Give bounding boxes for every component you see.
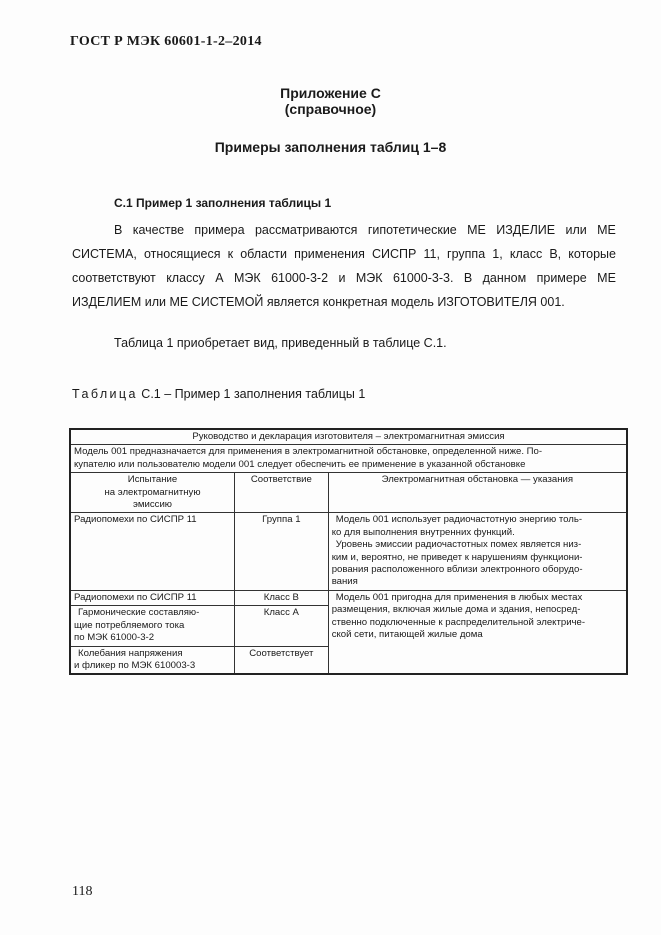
test-line: по МЭК 61000-3-2 — [74, 632, 155, 644]
paragraph-word: применения — [294, 247, 365, 261]
test-line: Колебания напряжения — [78, 647, 183, 659]
guidance-line: Уровень эмиссии радиочастотных помех является низ- — [335, 539, 582, 551]
row3-compliance: Класс А — [235, 606, 329, 646]
row1-test: Радиопомехи по СИСПР 11 — [70, 513, 235, 590]
test-line: Гармонические составляю- — [78, 607, 200, 619]
paragraph-word: МЕ — [467, 223, 486, 237]
guidance-line: Модель 001 использует радиочастотную энергию толь- — [335, 514, 583, 526]
column-header-guidance: Электромагнитная обстановка — указания — [328, 473, 627, 513]
row1-compliance: Группа 1 — [235, 513, 329, 590]
paragraph-word: СИСТЕМА, — [72, 247, 137, 261]
paragraph-line — [72, 242, 616, 266]
paragraph-word: области — [240, 247, 287, 261]
row4-compliance: Соответствует — [235, 646, 329, 674]
appendix-title: Приложение С — [280, 85, 381, 101]
guidance-line: ской сети, питающей жилые дома — [331, 629, 483, 641]
paragraph-word: СИСПР — [371, 247, 417, 261]
paragraph-word: примера — [194, 223, 245, 237]
paragraph-word: МЕ — [597, 223, 616, 237]
paragraph-word: данном — [482, 271, 527, 285]
guidance-line: Модель 001 пригодна для применения в любых местах — [335, 591, 583, 603]
appendix-subtitle: (справочное) — [284, 101, 377, 117]
paragraph-word: или — [565, 223, 587, 237]
table-title: Руководство и декларация изготовителя – электромагнитная эмиссия — [70, 429, 627, 445]
row1-guidance — [328, 513, 627, 590]
row3-test — [70, 606, 235, 646]
column-header-line: Испытание — [127, 474, 178, 486]
table-intro-line: Модель 001 предназначается для применения в электромагнитной обстановке, определенной ниже. По- — [74, 446, 543, 458]
guidance-line: ственно подключенные к распределительной электриче- — [331, 616, 586, 628]
paragraph-word: класс — [509, 247, 543, 261]
paragraph-word: группа — [447, 247, 486, 261]
paragraph-word: В, — [549, 247, 562, 261]
column-header-test — [70, 473, 235, 513]
paragraph-word: качестве — [132, 223, 185, 237]
table-caption — [72, 387, 365, 401]
guidance-line: рования расположенного вблизи электронного оборудо- — [331, 564, 583, 576]
paragraph-line — [72, 290, 616, 314]
table-intro-line: купателю или пользователю модели 001 следует обеспечить ее применение в указанной обстановке — [74, 458, 526, 470]
row2-guidance — [328, 590, 627, 674]
paragraph-word: которые — [568, 247, 616, 261]
paragraph-word: В — [114, 223, 123, 237]
table-row — [70, 590, 627, 605]
emission-table — [69, 428, 628, 675]
paragraph-word: 1, — [492, 247, 503, 261]
paragraph-word: ИЗДЕЛИЕМ или МЕ СИСТЕМОЙ является конкретная модель ИЗГОТОВИТЕЛЯ 001. — [72, 295, 565, 309]
section-paragraph-2: Таблица 1 приобретает вид, приведенный в таблице С.1. — [114, 336, 447, 350]
guidance-line: ко для выполнения внутренних функций. — [331, 526, 515, 538]
paragraph-word: МЕ — [597, 271, 616, 285]
page-number: 118 — [72, 884, 93, 899]
guidance-line: размещения, включая жилые дома и здания, непосред- — [331, 604, 581, 616]
paragraph-word: соответствуют — [72, 271, 156, 285]
paragraph-word: классу — [166, 271, 205, 285]
paragraph-word: к — [227, 247, 234, 261]
section-paragraph — [72, 218, 616, 314]
paragraph-word: В — [463, 271, 473, 285]
test-line: и фликер по МЭК 610003-3 — [74, 659, 196, 671]
paragraph-word: и — [338, 271, 346, 285]
paragraph-word: 11, — [423, 247, 440, 261]
table-caption-label: Таблица — [72, 387, 138, 401]
test-line: щие потребляемого тока — [74, 619, 185, 631]
paragraph-word: МЭК — [355, 271, 383, 285]
paragraph-word: 61000-3-3. — [392, 271, 454, 285]
guidance-line: ким и, вероятно, не приведет к нарушениям функциони- — [331, 551, 583, 563]
paragraph-line — [72, 218, 616, 242]
paragraph-word: ИЗДЕЛИЕ — [496, 223, 556, 237]
section-title: С.1 Пример 1 заполнения таблицы 1 — [114, 196, 332, 210]
guidance-line: вания — [331, 576, 358, 588]
appendix-heading: Примеры заполнения таблиц 1–8 — [214, 139, 447, 155]
document-header: ГОСТ Р МЭК 60601-1-2–2014 — [70, 34, 262, 49]
row4-test — [70, 646, 235, 674]
table-row — [70, 513, 627, 590]
row2-compliance: Класс В — [235, 590, 329, 605]
paragraph-word: гипотетические — [367, 223, 457, 237]
paragraph-line — [72, 266, 616, 290]
row2-test: Радиопомехи по СИСПР 11 — [70, 590, 235, 605]
table-caption-text: С.1 – Пример 1 заполнения таблицы 1 — [137, 387, 366, 401]
paragraph-word: МЭК — [233, 271, 261, 285]
paragraph-word: 61000-3-2 — [271, 271, 329, 285]
paragraph-word: относящиеся — [143, 247, 221, 261]
column-header-line: эмиссию — [133, 499, 172, 511]
paragraph-word: примере — [536, 271, 587, 285]
column-header-compliance: Соответствие — [235, 473, 329, 513]
column-header-line: на электромагнитную — [104, 486, 201, 498]
paragraph-word: рассматриваются — [254, 223, 358, 237]
paragraph-word: А — [215, 271, 224, 285]
table-intro — [70, 445, 627, 473]
